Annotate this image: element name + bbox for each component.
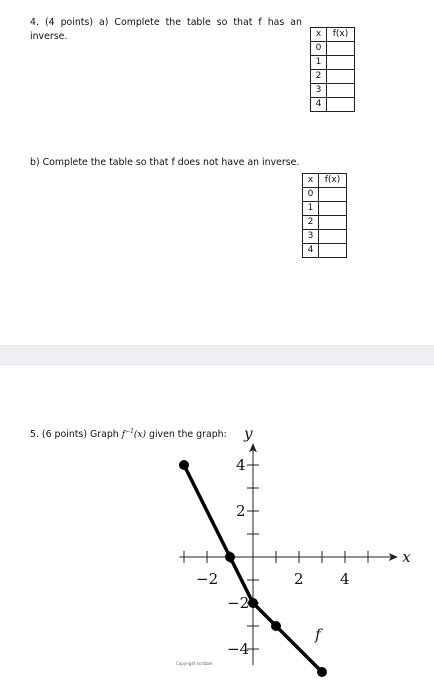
y-tick-label: −4 bbox=[227, 640, 250, 658]
curve-point bbox=[179, 460, 189, 470]
x-header: x bbox=[303, 174, 319, 188]
question-5-prefix: 5. (6 points) Graph bbox=[30, 429, 122, 441]
curve-point bbox=[271, 621, 281, 631]
y-tick-label: 4 bbox=[236, 456, 246, 474]
footer-text: Copyright scribble bbox=[176, 661, 213, 666]
curve-point bbox=[225, 552, 235, 562]
x-cell: 3 bbox=[311, 84, 327, 98]
y-tick-label: 2 bbox=[236, 502, 246, 520]
x-tick-label: 4 bbox=[340, 570, 350, 588]
x-cell: 4 bbox=[303, 244, 319, 258]
x-cell: 2 bbox=[303, 216, 319, 230]
y-tick-label: −2 bbox=[227, 594, 250, 612]
x-cell: 0 bbox=[303, 188, 319, 202]
curve-label: f bbox=[315, 625, 321, 644]
fx-header: f(x) bbox=[327, 28, 355, 42]
x-cell: 0 bbox=[311, 42, 327, 56]
y-axis-label: y bbox=[244, 424, 253, 443]
x-tick-label: −2 bbox=[196, 570, 219, 588]
inverse-superscript: −1 bbox=[125, 428, 134, 435]
curve-point bbox=[248, 598, 258, 608]
graph-labels bbox=[196, 424, 411, 658]
x-cell: 1 bbox=[311, 56, 327, 70]
question-4a-prompt: 4. (4 points) a) Complete the table so that f has an inverse. bbox=[30, 17, 302, 42]
inverse-function-symbol: f bbox=[121, 430, 126, 441]
function-argument: (x) bbox=[133, 430, 147, 441]
fx-header: f(x) bbox=[319, 174, 347, 188]
x-cell: 3 bbox=[303, 230, 319, 244]
graph-axes bbox=[179, 443, 398, 665]
question-5-suffix: given the graph: bbox=[146, 429, 227, 441]
x-cell: 1 bbox=[303, 202, 319, 216]
x-tick-label: 2 bbox=[294, 570, 304, 588]
x-cell: 2 bbox=[311, 70, 327, 84]
x-header: x bbox=[311, 28, 327, 42]
question-4b-prompt: b) Complete the table so that f does not have an inverse. bbox=[30, 157, 300, 168]
curve-point bbox=[317, 667, 327, 677]
x-axis-label: x bbox=[402, 548, 411, 566]
x-cell: 4 bbox=[311, 98, 327, 112]
